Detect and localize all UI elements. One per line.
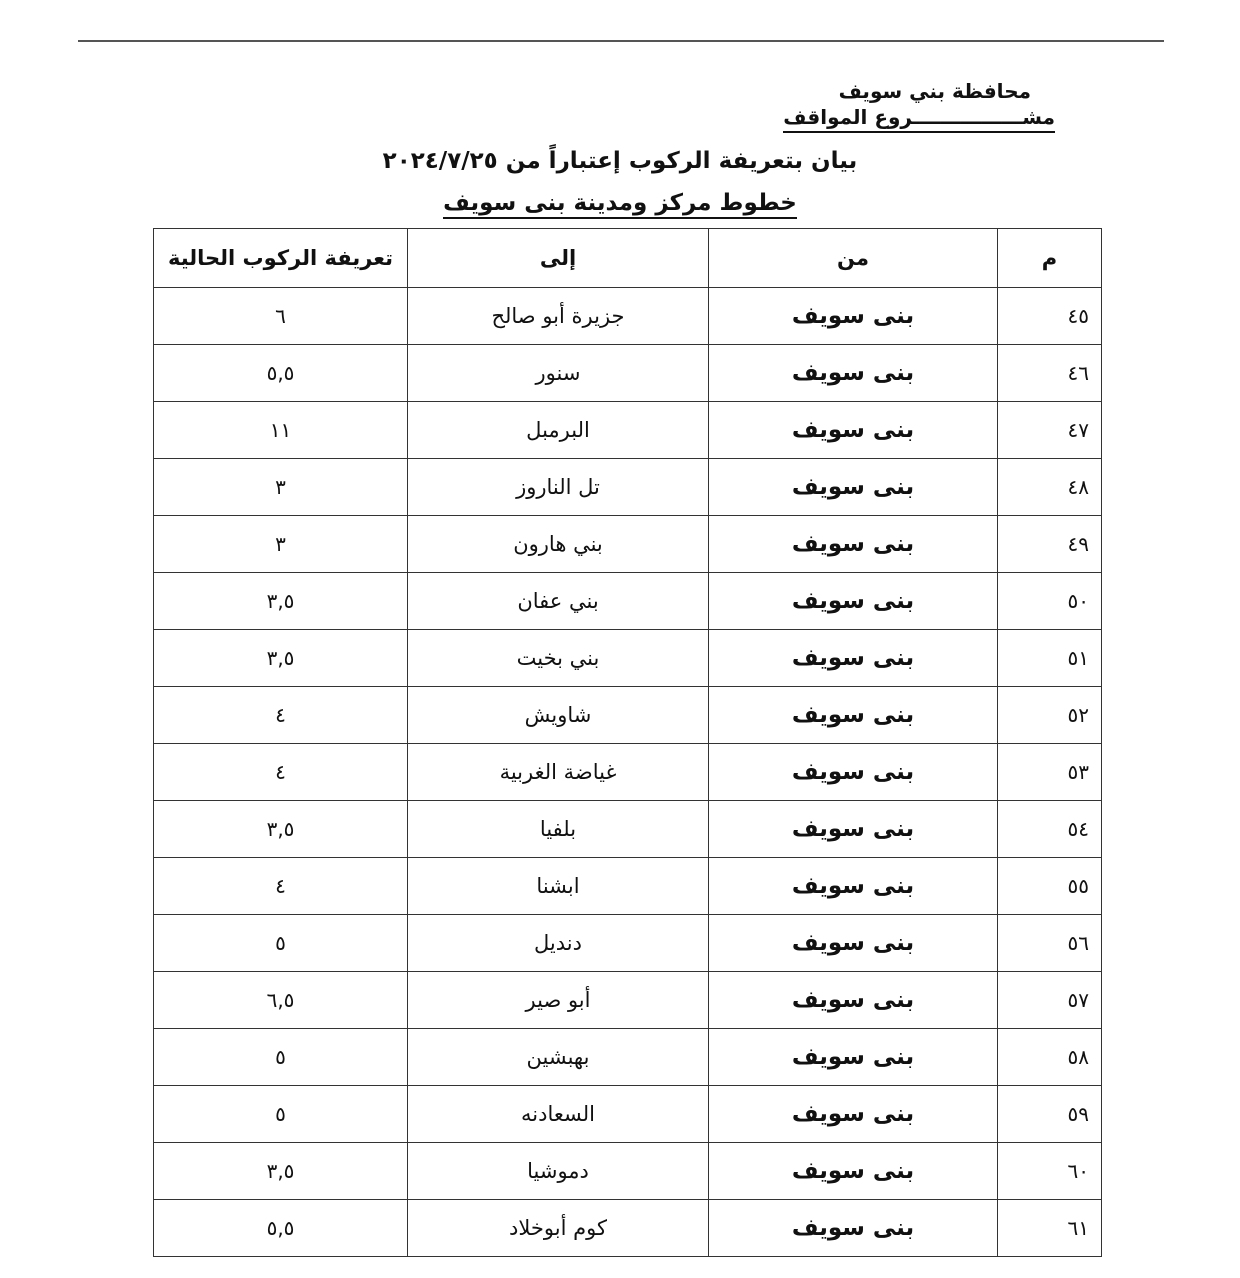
row-from: بنى سويف (709, 1029, 998, 1086)
row-number: ٥٣ (998, 744, 1102, 801)
document-header (783, 78, 1055, 133)
row-to: بهبشين (408, 1029, 709, 1086)
row-to: بني هارون (408, 516, 709, 573)
row-to: السعادنه (408, 1086, 709, 1143)
row-from: بنى سويف (709, 1086, 998, 1143)
row-number: ٥٦ (998, 915, 1102, 972)
row-from: بنى سويف (709, 687, 998, 744)
row-to: البرمبل (408, 402, 709, 459)
table-row (154, 858, 1102, 915)
header-from: من (709, 229, 998, 288)
top-divider-line (78, 40, 1164, 42)
header-to: إلى (408, 229, 709, 288)
row-number: ٥٢ (998, 687, 1102, 744)
row-number: ٥٩ (998, 1086, 1102, 1143)
row-fare: ٤ (154, 858, 408, 915)
row-number: ٥١ (998, 630, 1102, 687)
row-to: بني عفان (408, 573, 709, 630)
row-number: ٤٧ (998, 402, 1102, 459)
row-to: أبو صير (408, 972, 709, 1029)
row-number: ٤٩ (998, 516, 1102, 573)
row-to: كوم أبوخلاد (408, 1200, 709, 1257)
row-from: بنى سويف (709, 459, 998, 516)
table-row (154, 516, 1102, 573)
row-number: ٥٥ (998, 858, 1102, 915)
row-fare: ١١ (154, 402, 408, 459)
row-fare: ٤ (154, 744, 408, 801)
row-number: ٥٤ (998, 801, 1102, 858)
table-row (154, 687, 1102, 744)
row-fare: ٦ (154, 288, 408, 345)
table-row (154, 630, 1102, 687)
row-fare: ٣ (154, 459, 408, 516)
row-number: ٥٠ (998, 573, 1102, 630)
document-subtitle (0, 188, 1240, 218)
row-fare: ٥ (154, 1086, 408, 1143)
row-number: ٥٧ (998, 972, 1102, 1029)
governorate-name: محافظة بني سويف (838, 79, 1031, 103)
header-number: م (998, 229, 1102, 288)
row-to: شاويش (408, 687, 709, 744)
table-row (154, 288, 1102, 345)
subtitle-text: خطوط مركز ومدينة بنى سويف (443, 190, 797, 219)
row-fare: ٤ (154, 687, 408, 744)
table-row (154, 1200, 1102, 1257)
row-fare: ٣,٥ (154, 801, 408, 858)
table-row (154, 345, 1102, 402)
row-number: ٥٨ (998, 1029, 1102, 1086)
table-row (154, 744, 1102, 801)
table-body (154, 288, 1102, 1257)
table-row (154, 1086, 1102, 1143)
row-from: بنى سويف (709, 915, 998, 972)
row-from: بنى سويف (709, 630, 998, 687)
row-fare: ٣,٥ (154, 573, 408, 630)
row-from: بنى سويف (709, 402, 998, 459)
row-from: بنى سويف (709, 1200, 998, 1257)
row-to: دنديل (408, 915, 709, 972)
row-from: بنى سويف (709, 972, 998, 1029)
row-fare: ٥,٥ (154, 345, 408, 402)
row-to: بلفيا (408, 801, 709, 858)
table-header-row (154, 229, 1102, 288)
row-to: تل الناروز (408, 459, 709, 516)
row-number: ٦١ (998, 1200, 1102, 1257)
row-number: ٤٨ (998, 459, 1102, 516)
row-fare: ٣,٥ (154, 630, 408, 687)
table-row (154, 402, 1102, 459)
row-number: ٤٥ (998, 288, 1102, 345)
row-from: بنى سويف (709, 345, 998, 402)
row-fare: ٣,٥ (154, 1143, 408, 1200)
row-from: بنى سويف (709, 744, 998, 801)
row-fare: ٥ (154, 1029, 408, 1086)
table-row (154, 915, 1102, 972)
row-from: بنى سويف (709, 858, 998, 915)
row-from: بنى سويف (709, 573, 998, 630)
table-row (154, 1029, 1102, 1086)
row-to: ابشنا (408, 858, 709, 915)
table-row (154, 459, 1102, 516)
row-fare: ٦,٥ (154, 972, 408, 1029)
row-to: دموشيا (408, 1143, 709, 1200)
table-row (154, 573, 1102, 630)
row-fare: ٥,٥ (154, 1200, 408, 1257)
table-row (154, 801, 1102, 858)
row-from: بنى سويف (709, 1143, 998, 1200)
document-title: بيان بتعريفة الركوب إعتباراً من ٢٠٢٤/٧/٢٥ (382, 148, 858, 174)
row-to: غياضة الغربية (408, 744, 709, 801)
table-row (154, 972, 1102, 1029)
table-row (154, 1143, 1102, 1200)
row-to: بني بخيت (408, 630, 709, 687)
row-to: جزيرة أبو صالح (408, 288, 709, 345)
row-fare: ٥ (154, 915, 408, 972)
row-number: ٤٦ (998, 345, 1102, 402)
row-from: بنى سويف (709, 288, 998, 345)
header-fare: تعريفة الركوب الحالية (154, 229, 408, 288)
row-number: ٦٠ (998, 1143, 1102, 1200)
row-to: سنور (408, 345, 709, 402)
fare-table (153, 228, 1102, 1257)
row-fare: ٣ (154, 516, 408, 573)
project-name: مشــــــــــــــــروع المواقف (783, 104, 1055, 133)
row-from: بنى سويف (709, 516, 998, 573)
row-from: بنى سويف (709, 801, 998, 858)
